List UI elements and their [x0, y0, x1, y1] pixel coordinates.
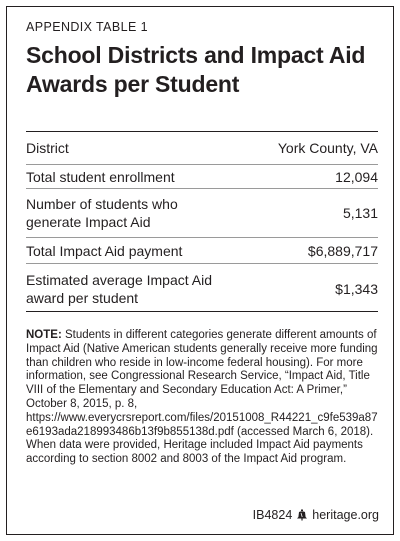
note-label: NOTE: — [26, 329, 62, 341]
note-text: Students in different categories generate different amounts of Impact Aid (Native American students generally receive more funding than children who reside in low-income federal housing). For more information, see Congressional Research Service, “Impact Aid, Title VIII of the Elementary and Secondary Education Act: A Primer,” October 8, 2015, p. 8, https://www.everycrsreport.com/files/20151008_R44221_c9fe539a87e6193ada218993486b13f9b855138d.pdf (accessed March 6, 2018). When data were provided, Heritage included Impact Aid payments according to section 8002 and 8003 of the Impact Aid program. — [26, 329, 378, 466]
table-row — [26, 132, 378, 165]
row-label: District — [26, 140, 69, 156]
liberty-bell-icon — [296, 509, 308, 521]
row-value: $1,343 — [335, 280, 378, 297]
row-value: 5,131 — [342, 205, 378, 221]
table-row — [26, 165, 378, 189]
appendix-label: APPENDIX TABLE 1 — [26, 20, 148, 34]
table-row — [26, 189, 378, 238]
table-title: School Districts and Impact Aid Awards per Student — [26, 42, 366, 97]
row-value: 12,094 — [335, 168, 378, 185]
report-code: IB4824 — [252, 508, 293, 522]
data-table — [26, 131, 378, 312]
row-value: $6,889,717 — [307, 242, 378, 259]
row-label: Total Impact Aid payment — [26, 242, 183, 259]
site-name[interactable]: heritage.org — [312, 508, 379, 522]
row-label: Total student enrollment — [26, 168, 175, 185]
footer-credit — [253, 508, 379, 522]
table-note — [26, 329, 382, 467]
row-label: Number of students who generate Impact Aid — [26, 196, 178, 230]
table-row — [26, 264, 378, 313]
row-value: York County, VA — [277, 140, 378, 156]
appendix-card — [6, 6, 394, 535]
row-label: Estimated average Impact Aid award per student — [26, 271, 212, 306]
table-row — [26, 238, 378, 264]
